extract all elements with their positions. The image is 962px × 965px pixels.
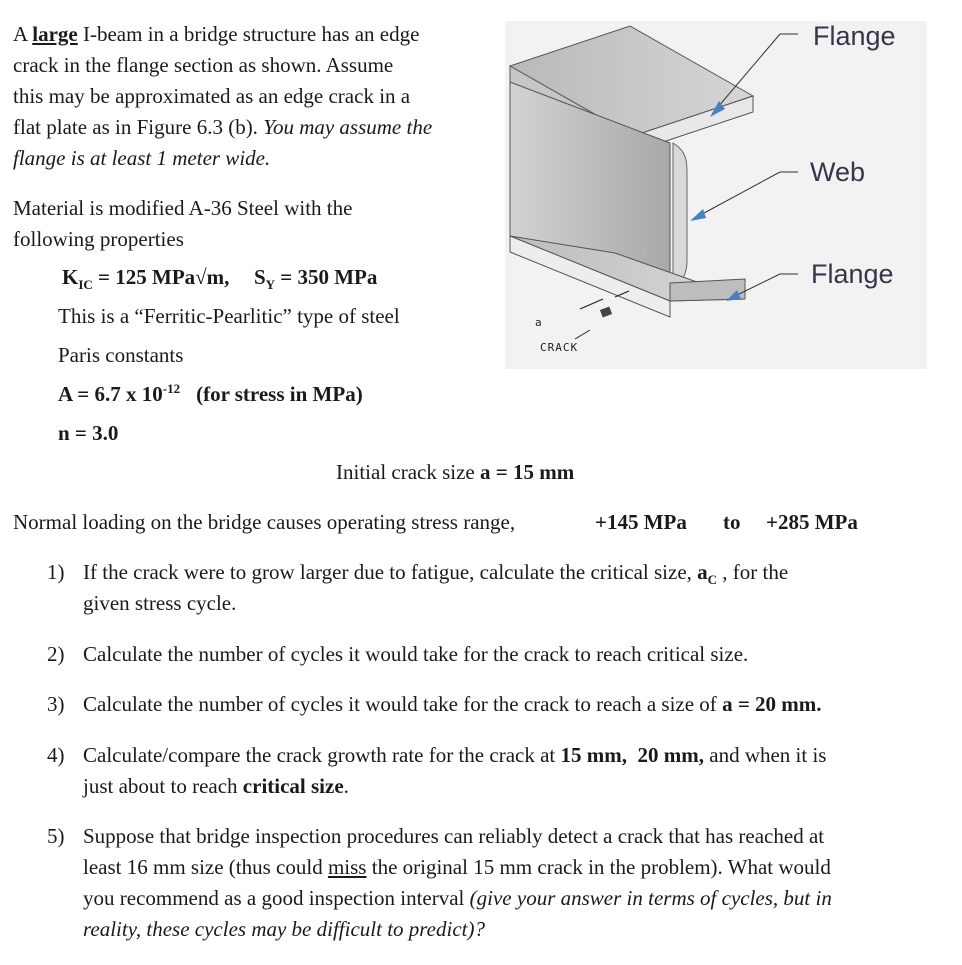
question-1-number: 1): [47, 560, 65, 584]
web-arrow: [690, 209, 706, 221]
ibeam-figure: [505, 21, 927, 369]
loading-text: Normal loading on the bridge causes operating stress range,: [13, 510, 516, 534]
question-5-line-1: Suppose that bridge inspection procedures can reliably detect a crack that has reached at: [83, 824, 825, 848]
question-5-number: 5): [47, 824, 65, 848]
crack-dimension-line: [580, 299, 603, 309]
question-1-line-2: given stress cycle.: [83, 591, 237, 615]
paris-title: Paris constants: [58, 343, 184, 367]
crack-label-leader: [575, 330, 590, 339]
question-5-line-3: you recommend as a good inspection interval (give your answer in terms of cycles, but in: [83, 886, 832, 910]
crack-mark: [600, 307, 612, 318]
question-5-line-2: least 16 mm size (thus could miss the original 15 mm crack in the problem). What would: [83, 855, 831, 879]
material-line-2: following properties: [13, 227, 184, 251]
question-4-line-1: Calculate/compare the crack growth rate for the crack at 15 mm, 20 mm, and when it is: [83, 743, 827, 767]
question-3-number: 3): [47, 692, 65, 716]
stress-max: +285 MPa: [766, 510, 858, 534]
question-4-line-2: just about to reach critical size.: [83, 774, 349, 798]
question-5-line-4: reality, these cycles may be difficult to predict)?: [83, 917, 485, 941]
question-1-line-1: If the crack were to grow larger due to fatigue, calculate the critical size, $a_C$ , for the: [83, 560, 789, 588]
label-flange-bottom: Flange: [811, 259, 894, 289]
intro-line-1: A large I-beam in a bridge structure has an edge: [13, 22, 420, 46]
stress-min: +145 MPa: [595, 510, 687, 534]
label-flange-top: Flange: [813, 21, 896, 51]
kic-value: $K_{IC} = 125$ MPa√m,: [62, 265, 230, 293]
crack-size-label: a: [535, 316, 543, 329]
question-4-number: 4): [47, 743, 65, 767]
material-line-1: Material is modified A-36 Steel with the: [13, 196, 353, 220]
emphasis-large: large: [32, 22, 78, 46]
crack-label: CRACK: [540, 341, 579, 354]
label-web: Web: [810, 157, 866, 187]
intro-line-5: flange is at least 1 meter wide.: [13, 146, 271, 170]
question-2-line-1: Calculate the number of cycles it would take for the crack to reach critical size.: [83, 642, 749, 666]
intro-line-4: flat plate as in Figure 6.3 (b). You may assume the: [13, 115, 433, 139]
stress-to: to: [723, 510, 741, 534]
intro-line-2: crack in the flange section as shown. Assume: [13, 53, 394, 77]
initial-crack-size: Initial crack size a = 15 mm: [336, 460, 575, 484]
paris-n: n = 3.0: [58, 421, 119, 445]
paris-a: A = 6.7 x $10^{-12}$ (for stress in MPa): [58, 381, 363, 406]
steel-type: This is a “Ferritic-Pearlitic” type of steel: [58, 304, 400, 328]
question-3-line-1: Calculate the number of cycles it would take for the crack to reach a size of a = 20 mm.: [83, 692, 822, 716]
sy-value: $S_Y = 350$ MPa: [253, 265, 378, 293]
intro-line-3: this may be approximated as an edge crack in a: [13, 84, 411, 108]
web-front: [673, 143, 687, 289]
material-properties: [62, 262, 377, 293]
question-2-number: 2): [47, 642, 65, 666]
